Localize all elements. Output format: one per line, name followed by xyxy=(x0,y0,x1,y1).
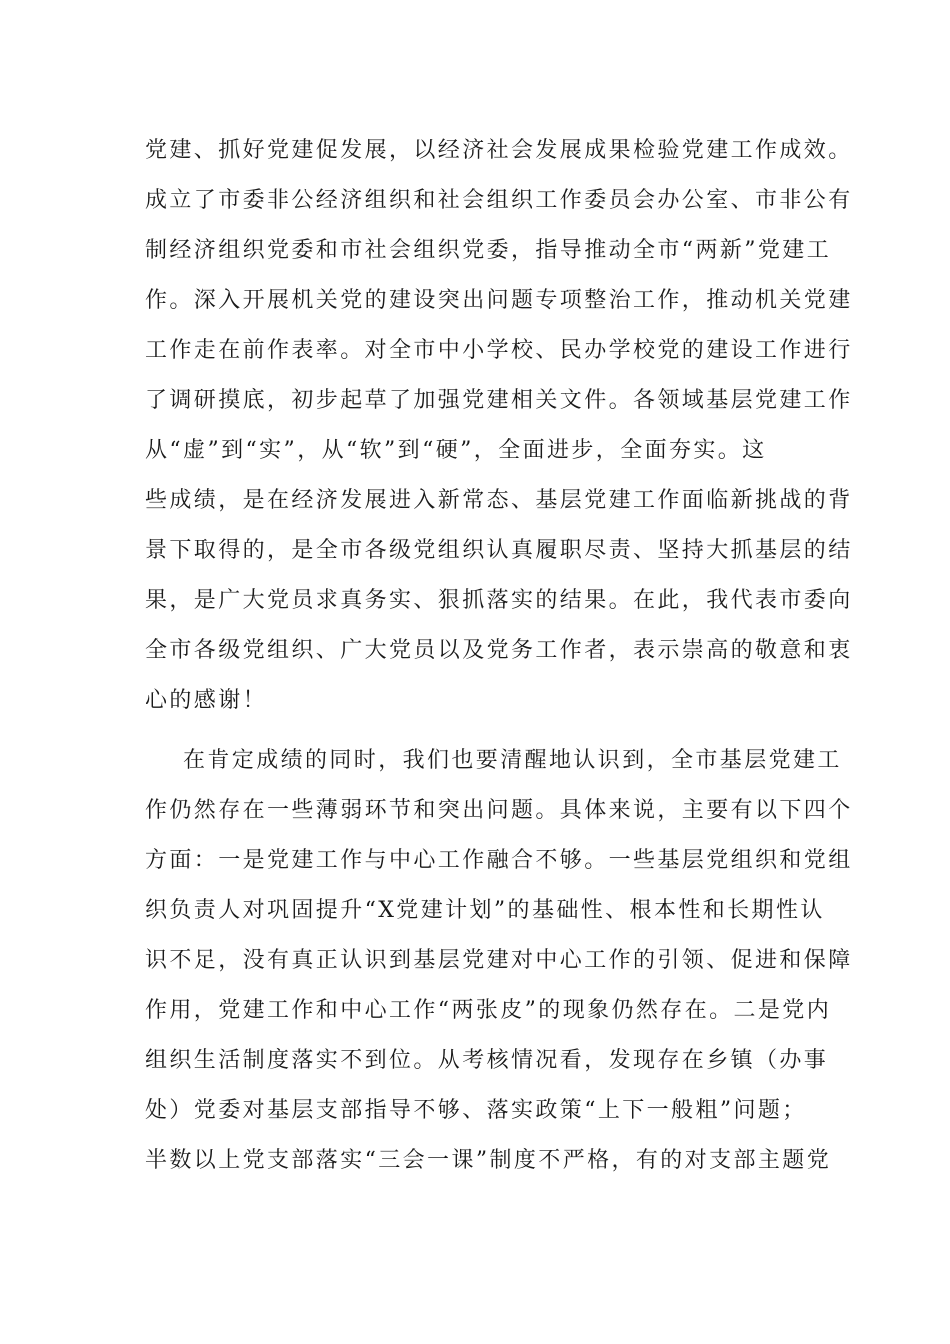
text-line: 半数以上党支部落实“三会一课”制度不严格，有的对支部主题党 xyxy=(145,1148,832,1173)
text-line: 工作走在前作表率。对全市中小学校、民办学校党的建设工作进行 xyxy=(145,338,853,363)
text-line: 组织生活制度落实不到位。从考核情况看，发现存在乡镇（办事 xyxy=(145,1048,829,1073)
text-line: 方面：一是党建工作与中心工作融合不够。一些基层党组织和党组 xyxy=(145,848,853,873)
text-line: 了调研摸底，初步起草了加强党建相关文件。各领域基层党建工作 xyxy=(145,388,853,413)
text-line: 些成绩，是在经济发展进入新常态、基层党建工作面临新挑战的背 xyxy=(145,488,853,513)
text-line: 识不足，没有真正认识到基层党建对中心工作的引领、促进和保障 xyxy=(145,948,853,973)
text-line: 成立了市委非公经济组织和社会组织工作委员会办公室、市非公有 xyxy=(145,188,853,213)
text-line: 制经济组织党委和市社会组织党委，指导推动全市“两新”党建工 xyxy=(145,238,832,263)
text-line: 作用，党建工作和中心工作“两张皮”的现象仍然存在。二是党内 xyxy=(145,998,832,1023)
text-line: 作仍然存在一些薄弱环节和突出问题。具体来说，主要有以下四个 xyxy=(145,798,853,823)
text-line: 果，是广大党员求真务实、狠抓落实的结果。在此，我代表市委向 xyxy=(145,588,853,613)
text-line: 心的感谢！ xyxy=(145,688,268,713)
text-line: 作。深入开展机关党的建设突出问题专项整治工作，推动机关党建 xyxy=(145,288,853,313)
text-line: 在肯定成绩的同时，我们也要清醒地认识到，全市基层党建工 xyxy=(183,748,842,773)
text-line: 从“虚”到“实”，从“软”到“硬”，全面进步，全面夯实。这 xyxy=(145,438,767,463)
text-line: 景下取得的，是全市各级党组织认真履职尽责、坚持大抓基层的结 xyxy=(145,538,853,563)
text-line: 党建、抓好党建促发展，以经济社会发展成果检验党建工作成效。 xyxy=(145,138,853,163)
text-line: 全市各级党组织、广大党员以及党务工作者，表示崇高的敬意和衷 xyxy=(145,638,853,663)
text-line: 处）党委对基层支部指导不够、落实政策“上下一般粗”问题； xyxy=(145,1098,807,1123)
text-line: 织负责人对巩固提升“X党建计划”的基础性、根本性和长期性认 xyxy=(145,898,825,923)
